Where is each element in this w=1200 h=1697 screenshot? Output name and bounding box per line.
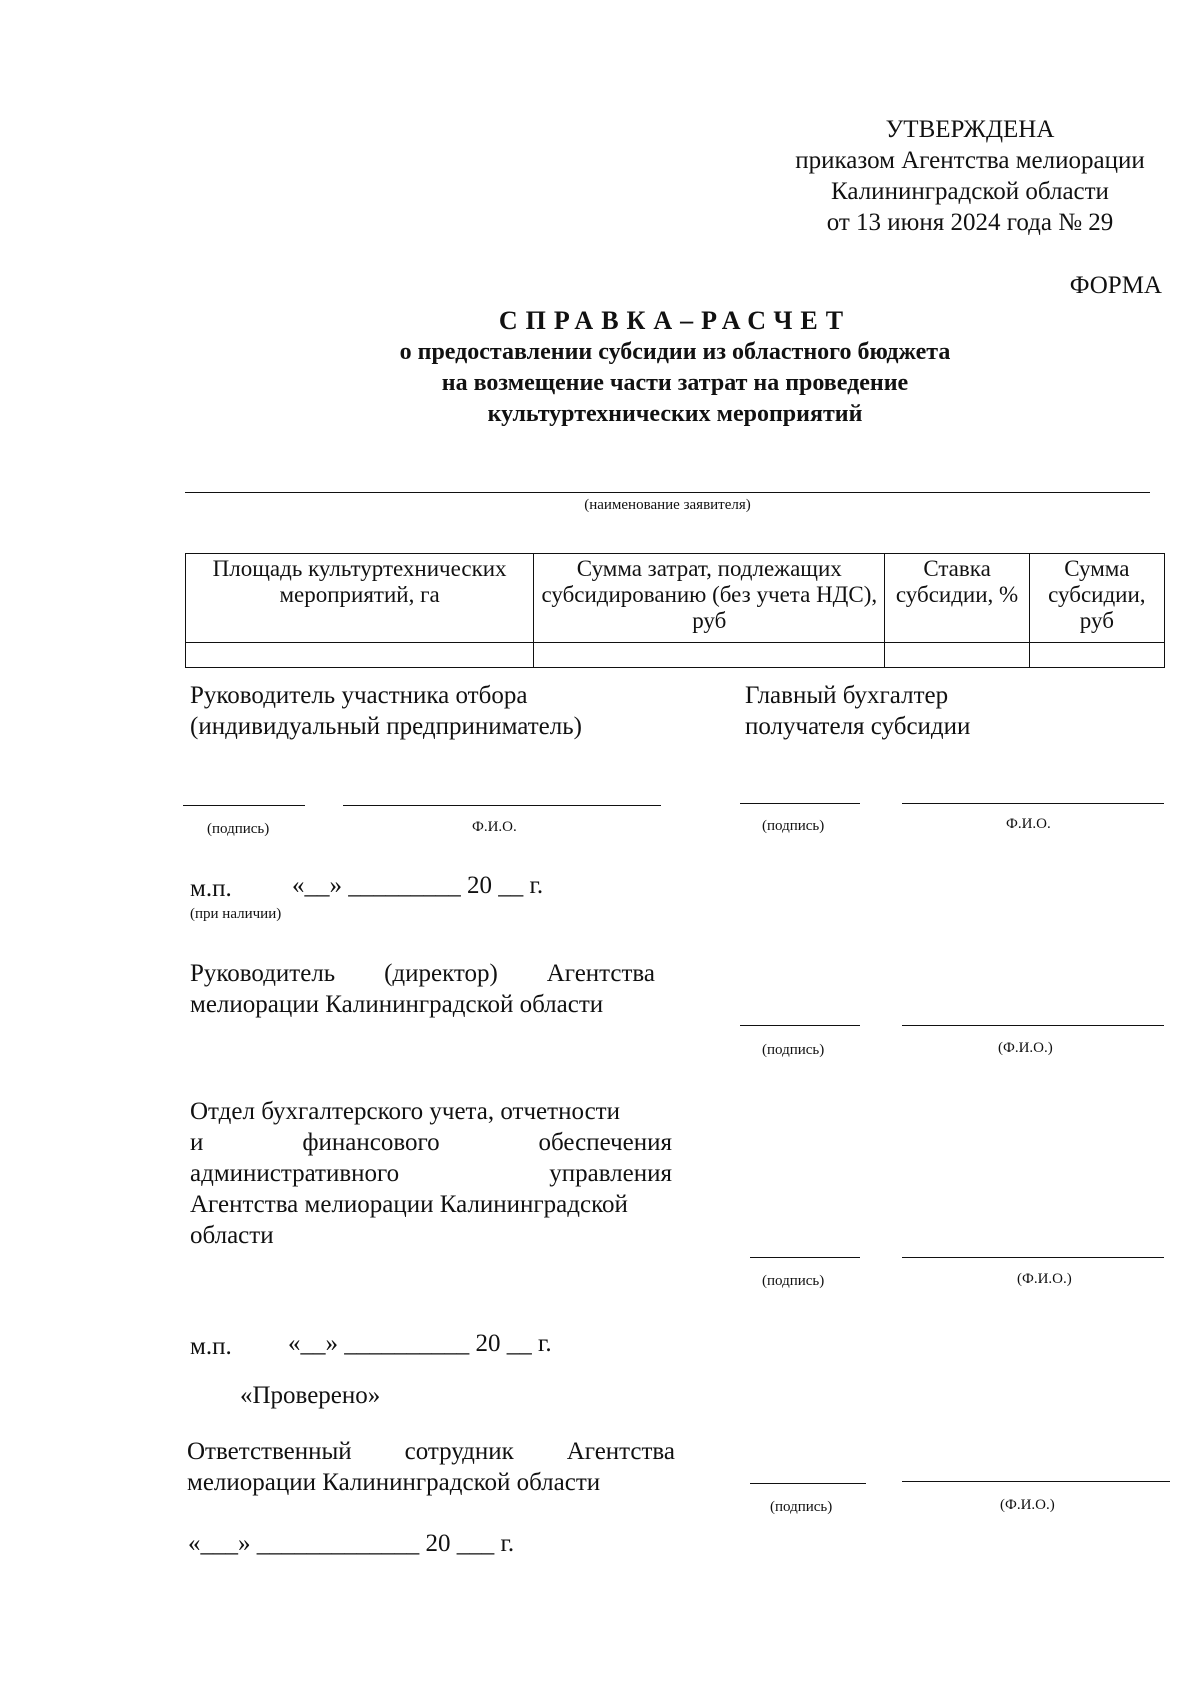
date-line[interactable]: «__» __________ 20 __ г. — [288, 1330, 552, 1357]
accounting-dept-line: области — [190, 1222, 274, 1249]
word: Ответственный — [187, 1438, 352, 1465]
chief-accountant-title — [745, 680, 970, 742]
name-line[interactable] — [902, 1025, 1164, 1026]
title-subtitle: о предоставлении субсидии из областного бюджета — [399, 339, 951, 365]
agency-head-title — [190, 958, 655, 1020]
applicant-caption: (наименование заявителя) — [584, 497, 751, 513]
table-cell[interactable] — [186, 643, 534, 668]
participant-head-line: Руководитель участника отбора — [190, 682, 528, 709]
accounting-dept-line: Отдел бухгалтерского учета, отчетности — [190, 1098, 620, 1125]
name-line[interactable] — [902, 803, 1164, 804]
signature-line[interactable] — [183, 805, 305, 806]
table-row — [186, 643, 1165, 668]
table-cell[interactable] — [885, 643, 1029, 668]
title-subtitle: на возмещение части затрат на проведение — [441, 370, 909, 396]
signature-line[interactable] — [750, 1483, 866, 1484]
name-line[interactable] — [343, 805, 661, 806]
table-header-cell: Сумма субсидии, руб — [1029, 554, 1164, 643]
stamp-label: м.п. — [190, 875, 232, 902]
document-title — [300, 305, 1050, 430]
name-caption: (Ф.И.О.) — [1000, 1497, 1055, 1513]
stamp-label: м.п. — [190, 1333, 232, 1360]
title-subtitle: культуртехнических мероприятий — [487, 401, 863, 427]
signature-line[interactable] — [750, 1257, 860, 1258]
approval-line: Калининградской области — [831, 178, 1109, 205]
name-line[interactable] — [902, 1481, 1170, 1482]
table-header-cell: Сумма затрат, подлежащих субсидированию (без учета НДС), руб — [534, 554, 885, 643]
word: обеспечения — [538, 1129, 673, 1156]
chief-accountant-line: Главный бухгалтер — [745, 682, 949, 709]
signature-caption: (подпись) — [207, 821, 270, 837]
agency-head-line: мелиорации Калининградской области — [190, 991, 604, 1018]
approval-line: приказом Агентства мелиорации — [795, 147, 1145, 174]
chief-accountant-line: получателя субсидии — [745, 713, 971, 740]
signature-caption: (подпись) — [770, 1499, 833, 1515]
signature-caption: (подпись) — [762, 1273, 825, 1289]
name-line[interactable] — [902, 1257, 1164, 1258]
approval-block — [760, 114, 1180, 238]
approval-date: от 13 июня 2024 года № 29 — [826, 209, 1114, 236]
responsible-employee-line: мелиорации Калининградской области — [187, 1469, 601, 1496]
name-caption: Ф.И.О. — [472, 819, 517, 835]
agency-head-line — [190, 958, 655, 989]
word: административного — [190, 1160, 400, 1187]
name-caption: (Ф.И.О.) — [998, 1040, 1053, 1056]
approval-heading: УТВЕРЖДЕНА — [885, 116, 1055, 143]
word: (директор) — [384, 960, 498, 987]
signature-caption: (подпись) — [762, 1042, 825, 1058]
participant-head-line: (индивидуальный предприниматель) — [190, 713, 582, 740]
word: и — [190, 1129, 204, 1156]
calculation-table — [185, 553, 1165, 668]
verified-label: «Проверено» — [240, 1382, 381, 1409]
signature-line[interactable] — [740, 1025, 860, 1026]
title-main: СПРАВКА–РАСЧЕТ — [498, 306, 852, 335]
accounting-dept-line: Агентства мелиорации Калининградской — [190, 1191, 628, 1218]
table-header-cell: Ставка субсидии, % — [885, 554, 1029, 643]
name-caption: Ф.И.О. — [1006, 816, 1051, 832]
accounting-dept-title — [190, 1096, 672, 1251]
responsible-employee-title — [187, 1436, 675, 1498]
word: Агентства — [566, 1438, 675, 1465]
name-caption: (Ф.И.О.) — [1017, 1271, 1072, 1287]
date-line[interactable]: «__» _________ 20 __ г. — [292, 872, 544, 899]
word: сотрудник — [404, 1438, 514, 1465]
word: Агентства — [546, 960, 655, 987]
stamp-note: (при наличии) — [190, 906, 282, 922]
word: управления — [549, 1160, 672, 1187]
table-cell[interactable] — [1029, 643, 1164, 668]
word: Руководитель — [190, 960, 336, 987]
table-header-cell: Площадь культуртехнических мероприятий, га — [186, 554, 534, 643]
accounting-dept-line — [190, 1158, 672, 1189]
participant-head-title — [190, 680, 582, 742]
table-header-row — [186, 554, 1165, 643]
applicant-name-line[interactable] — [185, 492, 1150, 493]
accounting-dept-line — [190, 1127, 672, 1158]
signature-line[interactable] — [740, 803, 860, 804]
responsible-employee-line — [187, 1436, 675, 1467]
table-cell[interactable] — [534, 643, 885, 668]
word: финансового — [302, 1129, 440, 1156]
form-label: ФОРМА — [1069, 272, 1162, 299]
date-line[interactable]: «___» _____________ 20 ___ г. — [188, 1530, 515, 1557]
signature-caption: (подпись) — [762, 818, 825, 834]
